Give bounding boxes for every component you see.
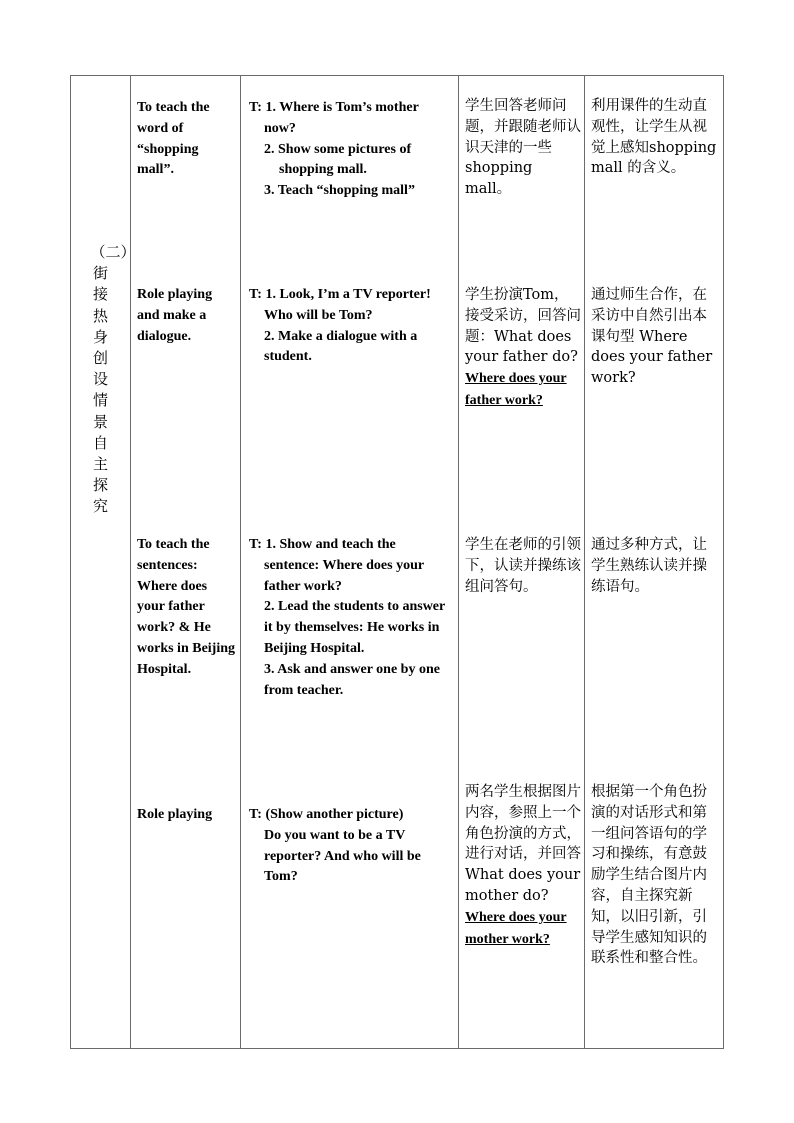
row2-aim: Role playing and make a dialogue. (137, 287, 213, 344)
student-question-underlined: Where does your father work? (465, 371, 567, 408)
teacher-step: 2. Make a dialogue with a student. (264, 328, 418, 365)
teacher-step: 3. Teach “shopping mall” (264, 183, 415, 199)
row3-aim: To teach the sentences: Where does your father work? & He works in Beijing Hospital. (137, 537, 236, 677)
teacher-step: Do you want to be a TV reporter? And who will be Tom? (264, 827, 421, 885)
teacher-step: T: 1. Show and teach the sentence: Where does your father work? (249, 537, 424, 594)
stage-cell (71, 76, 136, 1049)
row4-teacher (249, 805, 449, 888)
teacher-step: 2. Lead the students to answer it by themselves: He works in Beijing Hospital. (264, 599, 445, 656)
row2-students (465, 285, 583, 412)
lesson-plan-table (70, 75, 724, 1049)
student-text: 学生扮演Tom，接受采访，回答问题：What does your father do? (465, 287, 581, 366)
row3-teacher (249, 535, 449, 701)
row3-intent: 通过多种方式，让学生熟练认读并操练语句。 (591, 537, 707, 595)
row3-students: 学生在老师的引领下，认读并操练该组问答句。 (465, 537, 581, 595)
aim-column (131, 76, 241, 1049)
row1-intent: 利用课件的生动直观性，让学生从视觉上感知shopping mall 的含义。 (591, 98, 717, 177)
row4-aim: Role playing (137, 807, 213, 822)
teacher-step: 2. Show some pictures of shopping mall. (264, 141, 412, 178)
student-text: 两名学生根据图片内容，参照上一个角色扮演的方式，进行对话，并回答 What does your mother do? (465, 784, 581, 904)
teacher-step: T: 1. Look, I’m a TV reporter! Who will be Tom? (249, 287, 431, 323)
teacher-step: 3. Ask and answer one by one from teacher. (264, 661, 440, 698)
stage-label: （二）街接热身 创设情景 自主探究 (90, 243, 136, 516)
teacher-step: T: (Show another picture) (249, 807, 404, 822)
student-column (459, 76, 585, 1049)
row4-intent: 根据第一个角色扮演的对话形式和第一组问答语句的学习和操练，有意鼓励学生结合图片内容，自主探究新知，以旧引新，引导学生感知知识的联系性和整合性。 (591, 784, 707, 967)
row4-students (465, 782, 583, 950)
row2-teacher (249, 285, 449, 368)
row1-teacher (249, 98, 449, 202)
teacher-column (241, 76, 459, 1049)
row1-aim: To teach the word of “shopping mall”. (137, 100, 210, 178)
row2-intent: 通过师生合作，在采访中自然引出本课句型 Where does your father work? (591, 287, 713, 387)
row1-students: 学生回答老师问题，并跟随老师认识天津的一些shopping mall。 (465, 98, 581, 198)
student-question-underlined: Where does your mother work? (465, 909, 567, 947)
teacher-step: T: 1. Where is Tom’s mother now? (249, 100, 419, 136)
intent-column (585, 76, 724, 1049)
